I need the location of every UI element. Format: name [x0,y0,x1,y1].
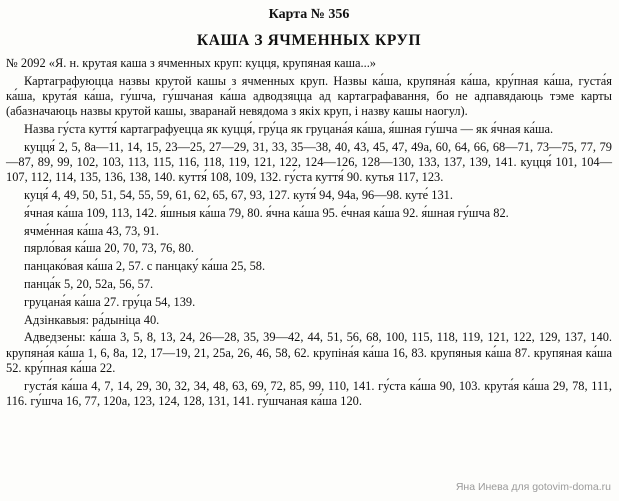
paragraph-intro: № 2092 «Я. н. крутая каша з ячменных круп: куцця, крупяная каша...» [6,56,376,70]
paragraph-map-note: Картаграфуюцца назвы крутой кашы з ячменных круп. Назвы ка́ша, крупяна́я ка́ша, кру́пная ка́ша, густа́я ка́ша, крута́я ка́ша, гу́шча, гу́шчаная ка́ша адводзяцца ад картаграфавання, бо не адпавядаюць тэме карты (абазначаюць назвы крутой кашы, зваранай невядома з якіх круп, і назву кашы наогул). [6,73,612,119]
watermark-text: Яна Инева для gotovim-doma.ru [455,481,611,493]
paragraph-names: Назва гу́ста куття́ картаграфуецца як куцця́, гру́ца як груцана́я ка́ша, я́шная гу́шча — як я́чная ка́ша. [24,122,554,136]
page-title: КАША З ЯЧМЕННЫХ КРУП [196,32,422,49]
card-number: Карта № 356 [268,7,350,22]
paragraph-gustaya: густа́я ка́ша 4, 7, 14, 29, 30, 32, 34, 48, 63, 69, 72, 85, 99, 110, 141. гу́ста ка́ша 90, 103. крута́я ка́ша 29, 78, 111, 116. гу́шча 16, 77, 120а, 123, 124, 128, 131, 141. гу́шчаная ка́ша 120. [6,378,612,408]
paragraph-yachnaya: я́чная ка́ша 109, 113, 142. я́шныя ка́ша 79, 80. я́чна ка́ша 95. е́чная ка́ша 92. я́шная гу́шча 82. [24,205,509,220]
paragraph-pantsak: панца́к 5, 20, 52а, 56, 57. [24,276,154,291]
paragraph-adzinkavyia: Адзінкавыя: ра́дыніца 40. [24,312,160,327]
paragraph-kutsia: куця́ 4, 49, 50, 51, 54, 55, 59, 61, 62, 65, 67, 93, 127. кутя́ 94, 94а, 96—98. куте́ 131. [24,188,453,202]
paragraph-piarlovaya: пярло́вая ка́ша 20, 70, 73, 76, 80. [24,241,195,256]
paragraph-grutsanaya: груцана́я ка́ша 27. гру́ца 54, 139. [24,294,196,309]
paragraph-adviedzieny: Адведзены: ка́ша 3, 5, 8, 13, 24, 26—28, 35, 39—42, 44, 51, 56, 68, 100, 115, 118, 119, 121, 122, 129, 137, 140. крупяна́я ка́ша 1, 6, 8а, 12, 17—19, 21, 25а, 26, 46, 58, 62. крупіна́я ка́ша 16, 83. крупяныя ка́ша 87. крупяная ка́ша 52. кру́пная ка́ша 22. [6,330,612,375]
paragraph-yachmennaya: ячме́нная ка́ша 43, 73, 91. [24,223,159,238]
document-page [6,4,612,412]
paragraph-kutstsia: куцця́ 2, 5, 8а—11, 14, 15, 23—25, 27—29, 31, 33, 35—38, 40, 43, 45, 47, 49а, 60, 64, 66, 68—71, 73—75, 77, 79—87, 89, 99, 102, 103, 113, 115, 116, 118, 119, 121, 122, 124—126, 128—130, 133, 137, 139, 141. куцця́ 101, 104—107, 112, 114, 135, 136, 138, 140. куття́ 108, 109, 132. гу́ста куття́ 90. кутья 117, 123. [6,139,612,185]
paragraph-pantsakovaya: панцако́вая ка́ша 2, 57. с панцаку́ ка́ша 25, 58. [24,259,266,274]
